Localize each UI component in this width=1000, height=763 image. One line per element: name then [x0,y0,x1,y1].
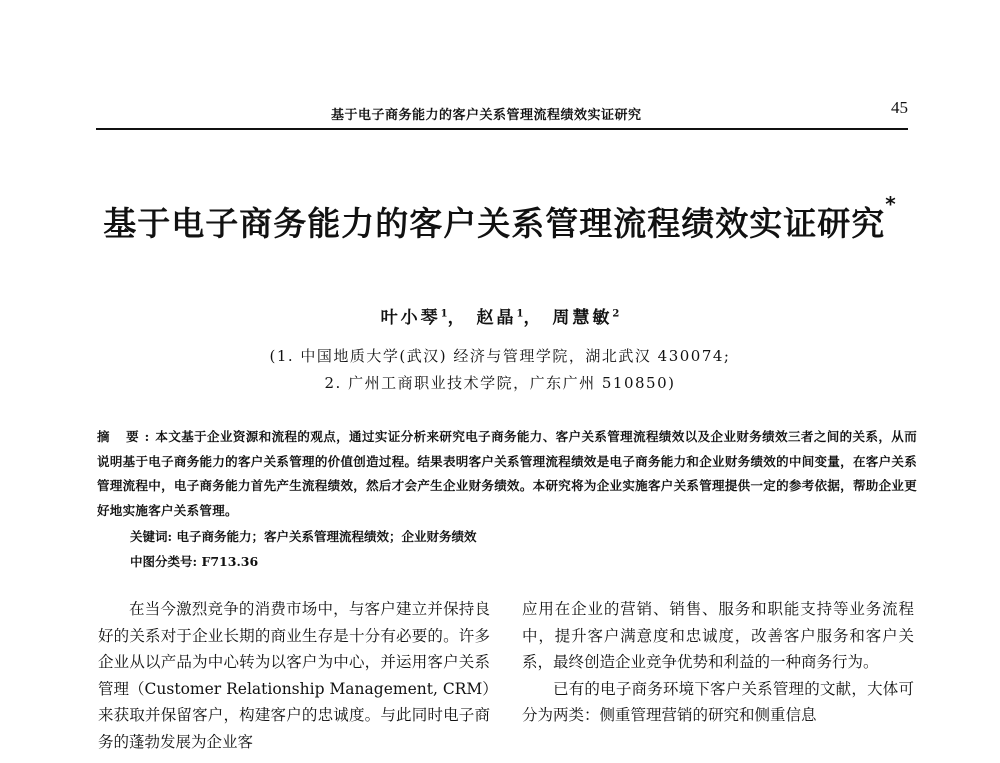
body-paragraph: 已有的电子商务环境下客户关系管理的文献，大体可分为两类：侧重管理营销的研究和侧重信息 [522,679,914,724]
body-column-left [98,596,490,755]
affiliation-line: 2. 广州工商职业技术学院，广东广州 510850) [324,374,676,392]
article-title [0,192,1000,245]
author-name: 赵晶 [476,308,517,328]
body-paragraph: 应用在企业的营销、销售、服务和职能支持等业务流程中，提升客户满意度和忠诚度，改善客户服务和客户关系，最终创造企业竞争优势和利益的一种商务行为。 [522,600,914,671]
article-title-text: 基于电子商务能力的客户关系管理流程绩效实证研究 [103,204,886,243]
author-affiliation-mark: 1 [516,308,524,320]
abstract-text: 本文基于企业资源和流程的观点，通过实证分析来研究电子商务能力、客户关系管理流程绩效以及企业财务绩效三者之间的关系，从而说明基于电子商务能力的客户关系管理的价值创造过程。结果表明客户关系管理流程绩效是电子商务能力和企业财务绩效的中间变量，在客户关系管理流程中，电子商务能力首先产生流程绩效，然后才会产生企业财务绩效。本研究将为企业实施客户关系管理提供一定的参考依据，帮助企业更好地实施客户关系管理。 [97,429,917,518]
affiliation-line: (1. 中国地质大学(武汉) 经济与管理学院，湖北武汉 430074; [269,347,731,365]
author-name: 周慧敏 [552,308,613,328]
keywords-label: 关键词: [130,529,173,544]
keywords-text: 电子商务能力；客户关系管理流程绩效；企业财务绩效 [176,529,477,544]
body-column-right [522,596,914,729]
keywords [130,527,477,545]
abstract-label: 摘 要: [97,429,156,444]
author-affiliation-mark: 2 [612,308,620,320]
clc-label: 中图分类号: [130,554,198,569]
author-name: 叶小琴 [380,308,441,328]
page-number: 45 [891,98,908,117]
body-paragraph: 在当今激烈竞争的消费市场中，与客户建立并保持良好的关系对于企业长期的商业生存是十分有必要的。许多企业从以产品为中心转为以客户为中心，并运用客户关系管理（Customer Relationship Management, CRM）来获取并保留客户，构建客户的忠诚度。与此同时电子商务的蓬勃发展为企业客 [98,600,490,751]
running-header [96,100,908,130]
abstract [97,425,917,523]
running-title: 基于电子商务能力的客户关系管理流程绩效实证研究 [331,108,642,123]
author-affiliation-mark: 1 [440,308,448,320]
title-footnote-mark: * [885,192,897,216]
author-list: 叶小琴$^1$， 赵晶$^1$， 周慧敏$^2$ [380,308,620,328]
clc-text: F713.36 [201,554,259,569]
classification-number [130,552,258,570]
